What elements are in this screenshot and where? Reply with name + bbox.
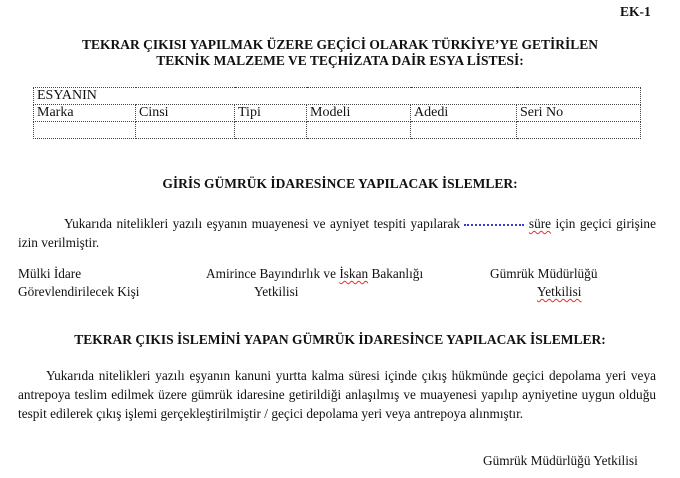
- column-header-cinsi: Cinsi: [136, 105, 235, 122]
- signature-bakanlik-yetkilisi: Yetkilisi: [254, 284, 299, 299]
- annex-label: EK-1: [620, 4, 651, 19]
- signature-iskan-word: İskan: [339, 266, 369, 281]
- section1-duration-word: süre: [528, 216, 552, 231]
- column-header-marka: Marka: [34, 105, 136, 122]
- signature-bakanlik-suffix: Bakanlığı: [371, 266, 424, 281]
- title-line-1: TEKRAR ÇIKISI YAPILMAK ÜZERE GEÇİCİ OLARAK TÜRKİYE’YE GETİRİLEN: [82, 37, 598, 52]
- table-cell[interactable]: [235, 122, 307, 139]
- goods-table-group-row: [34, 88, 641, 105]
- signature-gorevlendirilecek-kisi: Görevlendirilecek Kişi: [18, 284, 140, 299]
- goods-table-header-row: [34, 105, 641, 122]
- table-cell[interactable]: [517, 122, 641, 139]
- signature-gumruk-mudurlugu: Gümrük Müdürlüğü: [490, 266, 598, 281]
- goods-table: [33, 87, 641, 139]
- table-cell[interactable]: [34, 122, 136, 139]
- signature-gumruk-yetkilisi: Yetkilisi: [537, 284, 582, 299]
- section2-heading: TEKRAR ÇIKIS İSLEMİNİ YAPAN GÜMRÜK İDARESİNCE YAPILACAK İSLEMLER:: [74, 332, 606, 347]
- section2-paragraph: Yukarıda nitelikleri yazılı eşyanın kanuni yurtta kalma süresi içinde çıkış hükmünde geçici depolama yeri veya antrepoya teslim edilmek üzere gümrük idaresine getirildiği anlaşılmış ve muayenesi yapılıp ayniyetine uygun olduğu tespit edilerek çıkış işlemi gerçekleştirilmiştir / geçici depolama yeri veya antrepoya alınmıştır.: [18, 368, 656, 421]
- column-header-adedi: Adedi: [411, 105, 517, 122]
- signature-bakanlik: [206, 266, 423, 282]
- signature-bakanlik-text: Amirince Bayındırlık ve: [206, 266, 336, 281]
- duration-blank[interactable]: [464, 214, 524, 226]
- table-cell[interactable]: [136, 122, 235, 139]
- section1-text-before: Yukarıda nitelikleri yazılı eşyanın muayenesi ve ayniyet tespiti yapılarak: [64, 216, 460, 231]
- section1-text-after: için geçici girişine izin verilmiştir.: [18, 216, 656, 250]
- section1-paragraph: [18, 214, 656, 252]
- table-row: [34, 122, 641, 139]
- column-header-tipi: Tipi: [235, 105, 307, 122]
- table-cell[interactable]: [411, 122, 517, 139]
- column-header-seri-no: Seri No: [517, 105, 641, 122]
- title-line-2: TEKNİK MALZEME VE TEÇHİZATA DAİR ESYA LİSTESİ:: [156, 53, 524, 68]
- goods-group-header: ESYANIN: [34, 88, 641, 105]
- section1-heading: GİRİS GÜMRÜK İDARESİNCE YAPILACAK İSLEMLER:: [162, 176, 518, 191]
- section2-signature: Gümrük Müdürlüğü Yetkilisi: [483, 453, 638, 468]
- document-title: [0, 37, 680, 69]
- table-cell[interactable]: [307, 122, 411, 139]
- column-header-modeli: Modeli: [307, 105, 411, 122]
- signature-mulki-idare: Mülki İdare: [18, 266, 82, 281]
